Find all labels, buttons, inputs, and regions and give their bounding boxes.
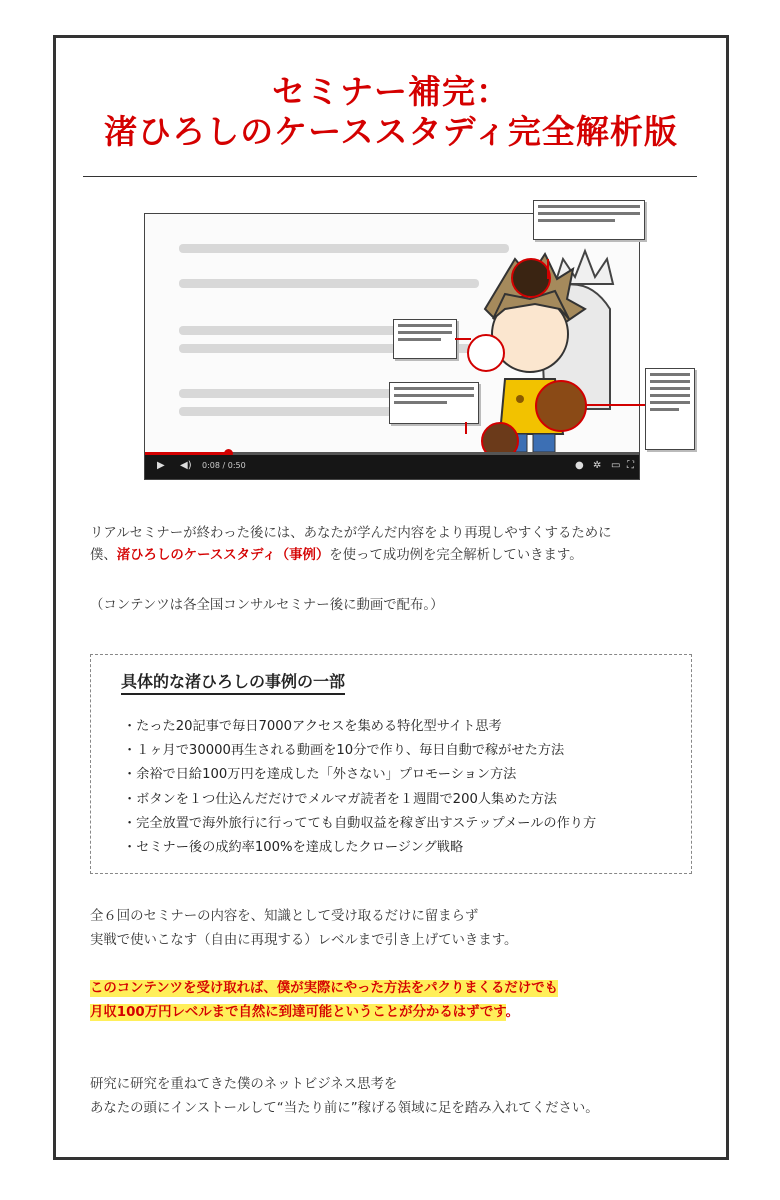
list-item: ・セミナー後の成約率100%を達成したクロージング戦略 (123, 840, 464, 856)
title-divider (83, 176, 697, 177)
case-list-title: 具体的な渚ひろしの事例の一部 (121, 669, 345, 695)
volume-icon[interactable]: ◀) (180, 460, 192, 471)
face-circle (467, 334, 505, 372)
page-subtitle: 渚ひろしのケーススタディ完全解析版 (104, 112, 678, 151)
intro-suffix: を使って成功例を完全解析していきます。 (329, 548, 583, 563)
case-list-box (90, 654, 692, 874)
play-icon[interactable]: ▶ (157, 460, 165, 471)
list-item: ・１ヶ月で30000再生される動画を10分で作り、毎日自動で稼がせた方法 (123, 743, 565, 759)
hair-note (533, 200, 645, 240)
video-player[interactable] (144, 213, 640, 480)
settings-icon[interactable]: ✲ (593, 460, 602, 471)
annotation-arrow (455, 338, 471, 340)
video-controls (145, 455, 639, 479)
list-item: ・完全放置で海外旅行に行ってても自動収益を稼ぎ出すステップメールの作り方 (123, 815, 597, 831)
case-study-highlight: 渚ひろしのケーススタディ（事例） (116, 548, 330, 563)
shoe-note (389, 382, 479, 424)
closing-line-2: あなたの頭にインストールして“当たり前に”稼げる領域に足を踏み入れてください。 (90, 1101, 599, 1116)
content-frame (53, 35, 729, 1160)
annotation-arrow (547, 259, 549, 279)
chest-note (645, 368, 695, 450)
blurred-text-line (179, 279, 479, 288)
distribution-note: （コンテンツは各全国コンサルセミナー後に動画で配布。） (90, 598, 444, 613)
highlight-text: 月収100万円レベルまで自然に到達可能ということが分かるはずです (90, 1005, 506, 1020)
face-note (393, 319, 457, 359)
hair-circle (511, 258, 551, 298)
highlight-line-2 (90, 1002, 519, 1024)
intro-line-1: リアルセミナーが終わった後には、あなたが学んだ内容をより再現しやすくするために (90, 526, 612, 541)
intro-prefix: 僕、 (90, 548, 117, 563)
annotation-arrow (585, 404, 645, 406)
chest-icon (535, 380, 587, 432)
blurred-text-line (179, 326, 399, 335)
summary-line-2: 実戦で使いこなす（自由に再現する）レベルまで引き上げていきます。 (90, 933, 518, 948)
video-timecode: 0:08 / 0:50 (202, 461, 246, 470)
highlight-line-1 (90, 978, 558, 1000)
closing-line-1: 研究に研究を重ねてきた僕のネットビジネス思考を (90, 1077, 398, 1092)
theater-icon[interactable]: ▭ (611, 460, 621, 471)
captions-icon[interactable]: ● (575, 460, 584, 471)
summary-line-1: 全６回のセミナーの内容を、知識として受け取るだけに留まらず (90, 909, 479, 924)
intro-line-2 (90, 545, 583, 567)
fullscreen-icon[interactable]: ⛶ (627, 460, 634, 471)
highlight-end: 。 (505, 1005, 519, 1020)
list-item: ・たった20記事で毎日7000アクセスを集める特化型サイト思考 (123, 719, 502, 734)
page-title: セミナー補完： (272, 72, 510, 111)
highlight-text: このコンテンツを受け取れば、僕が実際にやった方法をパクりまくるだけでも (90, 981, 558, 996)
list-item: ・余裕で日給100万円を達成した「外さない」プロモーション方法 (123, 767, 517, 783)
case-list (123, 715, 596, 860)
annotation-arrow (465, 422, 467, 434)
list-item: ・ボタンを１つ仕込んだだけでメルマガ読者を１週間で200人集めた方法 (123, 791, 557, 807)
